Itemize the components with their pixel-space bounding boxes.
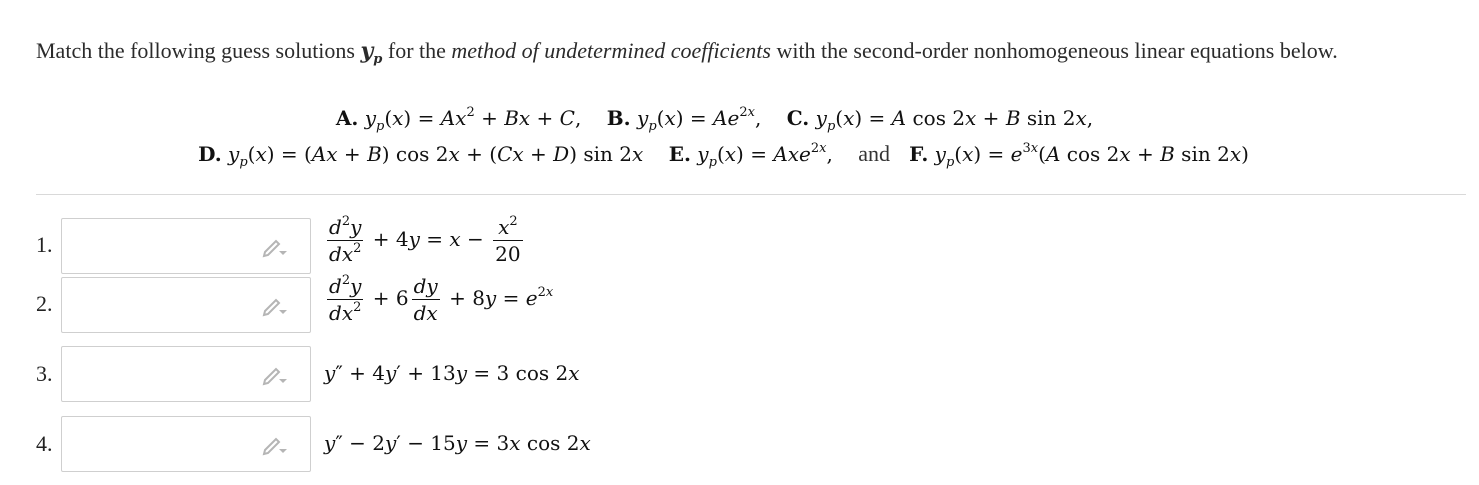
option-c-label: C. — [786, 106, 810, 130]
option-b — [606, 105, 768, 134]
option-a-label: A. — [335, 106, 359, 130]
option-f — [909, 141, 1249, 170]
question-number-2: 2. — [36, 291, 53, 316]
yp-symbol — [360, 38, 383, 67]
option-a-expr: $y_p(x) = Ax^2 + Bx + C$, — [364, 105, 582, 134]
option-a — [335, 105, 588, 134]
prompt-text-before: Match the following guess solutions — [36, 38, 361, 63]
pencil-dropdown-icon[interactable] — [262, 236, 288, 258]
question-number-3: 3. — [36, 361, 53, 386]
option-f-expr: $y_p(x) = e^{3x}(A$ cos 2x + B sin 2x) — [934, 141, 1249, 170]
equation-1: $\frac{d^2y}{dx^2}$ + 4y = x − $\frac{x^2}{20}$ — [329, 214, 521, 266]
prompt-text-after: with the second-order nonhomogeneous linear equations below. — [770, 38, 1338, 63]
option-d-label: D. — [198, 142, 222, 166]
and-word: and — [858, 141, 891, 166]
answer-select-4[interactable] — [61, 416, 311, 472]
yp-symbol-sub: p — [373, 52, 383, 67]
question-prompt — [36, 33, 1436, 69]
equation-2: $\frac{d^2y}{dx^2}$ + 6 $\frac{dy}{dx}$ + $8y = e^{2x}$ — [329, 273, 554, 325]
options-line-2 — [0, 141, 1463, 170]
options-line-1 — [0, 105, 1454, 134]
option-b-label: B. — [606, 106, 631, 130]
option-f-label: F. — [909, 142, 929, 166]
answer-select-1[interactable] — [61, 218, 311, 274]
equation-3: y″ + 4y′ + 13y = 3 cos 2x — [324, 361, 580, 385]
equation-4: y″ − 2y′ − 15y = 3x cos 2x — [324, 431, 591, 455]
pencil-dropdown-icon[interactable] — [262, 434, 288, 456]
option-c — [786, 106, 1094, 134]
question-number-4: 4. — [36, 431, 53, 456]
yp-symbol-main: y — [360, 38, 374, 64]
question-number-1: 1. — [36, 232, 53, 257]
pencil-dropdown-icon[interactable] — [262, 295, 288, 317]
answer-select-2[interactable] — [61, 277, 311, 333]
section-divider — [36, 194, 1466, 195]
option-e — [668, 141, 840, 170]
answer-select-3[interactable] — [61, 346, 311, 402]
option-b-expr: $y_p(x) = Ae^{2x}$, — [637, 105, 762, 134]
option-c-expr: $y_p(x) = A$ cos 2x + B sin 2x, — [815, 106, 1094, 134]
pencil-dropdown-icon[interactable] — [262, 364, 288, 386]
method-name: method of undetermined coefficients — [451, 38, 771, 63]
option-d — [198, 142, 650, 170]
option-e-expr: $y_p(x) = Axe^{2x}$, — [697, 141, 833, 170]
option-d-expr: $y_p(x) = (Ax + B)$ cos 2x + (Cx + D) sin 2x — [228, 142, 644, 170]
option-e-label: E. — [668, 142, 691, 166]
prompt-text-middle: for the — [382, 38, 452, 63]
